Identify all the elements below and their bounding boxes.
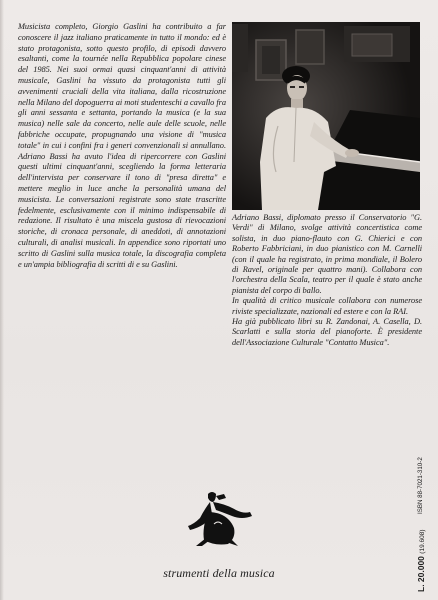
author-photo	[232, 22, 420, 210]
blurb-paragraph: Musicista completo, Giorgio Gaslini ha contribuito a far conoscere il jazz italiano praticamente in tutto il mondo: ed è stato protagonista, sotto questo profilo, di episodi davvero esaltanti, come la tournée nella Repubblica popolare cinese del 1985. Nei suoi ormai quasi cinquant'anni di attività musicale, Gaslini ha vissuto da protagonista tutti gli avvenimenti cruciali della vita italiana, dalla ricostruzione nella Milano del dopoguerra ai moti studenteschi a cavallo fra gli anni sessanta e settanta, portando la musica (e la sua musica) nelle sale da concerto, nelle aule delle scuole, nelle fabbriche occupate, propugnando una visione di "musica totale" in cui i confini fra i generi convenzionali si annullano. Adriano Bassi ha avuto l'idea di ripercorrere con Gaslini questi ultimi cinquant'anni, scegliendo la forma letteraria dell'intervista per conservare il tono di "presa diretta" e mettere meglio in luce anche la personalità umana del musicista. Le conversazioni registrate sono state trascritte fedelmente, esclusivamente con il minimo indispensabile di redazione. Il risultato è una miscela gustosa di rievocazioni storiche, di cronaca personale, di aneddoti, di annotazioni culturali, di analisi musicali. In appendice sono riportati uno scritto di Gaslini sulla musica totale, la discografia completa e un'ampia bibliografia di scritti di e su Gaslini.	[18, 22, 226, 269]
author-photo-icon	[232, 22, 420, 210]
author-bio-paragraph: Ha già pubblicato libri su R. Zandonai, A. Casella, D. Scarlatti e sulla storia del pianoforte. È presidente dell'Associazione Culturale "Contatto Musica".	[232, 317, 422, 347]
left-text-column	[18, 22, 226, 270]
page-edge-shadow	[0, 0, 4, 600]
price-note: (19.608)	[419, 529, 426, 554]
author-bio-paragraph: Adriano Bassi, diplomato presso il Conservatorio "G. Verdi" di Milano, svolge attività concertistica come solista, in duo piano-flauto con G. Chierici e con Roberto Fabbriciani, in duo pianistico con M. Carnelli (con il quale ha registrato, in prima mondiale, il Bolero di Ravel, originale per quattro mani). Collabora con l'orchestra della Scala, teatro per il quale è stato anche pianista del corpo di ballo.	[232, 213, 422, 295]
price-value: L. 20.000	[416, 556, 426, 592]
series-name: strumenti della musica	[163, 566, 275, 580]
publisher-logo-icon	[186, 488, 254, 548]
isbn-label: ISBN 88-7021-310-2	[417, 457, 424, 514]
publisher-logo	[186, 488, 254, 548]
author-bio-paragraph: In qualità di critico musicale collabora con numerose riviste specializzate, nazionali ed estere e con la RAI.	[232, 296, 422, 316]
price-isbn-block	[412, 440, 428, 590]
right-text-column	[232, 213, 422, 348]
price-label	[416, 529, 426, 592]
